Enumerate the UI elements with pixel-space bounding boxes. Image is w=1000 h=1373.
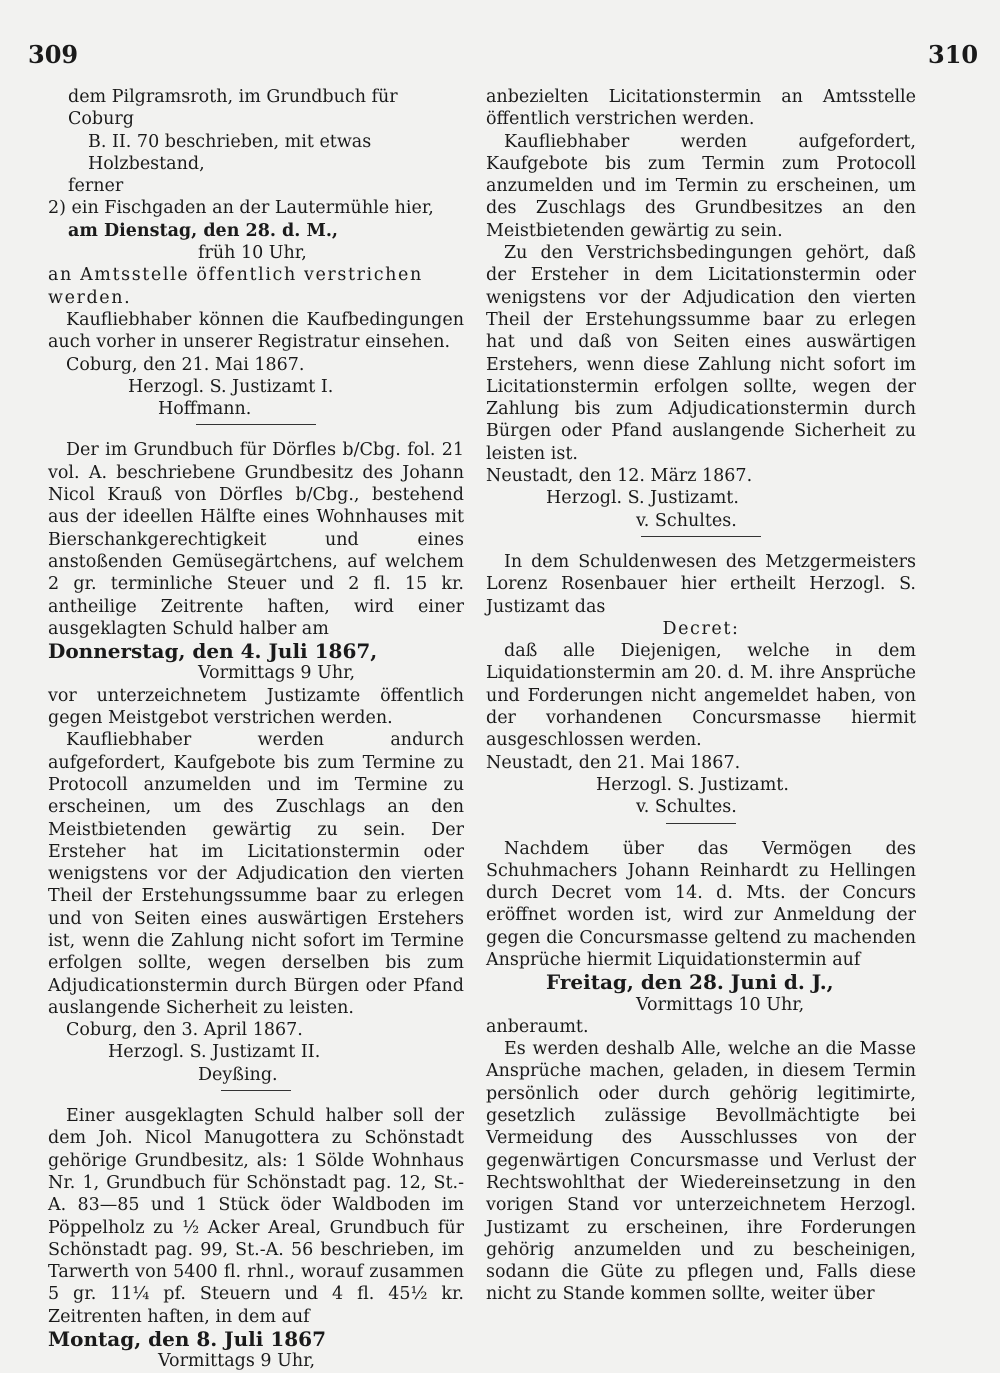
auction-date: Donnerstag, den 4. Juli 1867, (48, 639, 378, 664)
text-line: dem Pilgramsroth, im Grundbuch für Coburg (68, 87, 398, 130)
divider (666, 823, 736, 824)
paragraph: Kaufliebhaber können die Kaufbedingungen auch vorher in unserer Registratur einsehen. (48, 309, 464, 353)
text-line: B. II. 70 beschrieben, mit etwas Holzbestand, (88, 131, 372, 174)
notice-manugottera (48, 1105, 464, 1373)
page-number-right: 310 (928, 40, 979, 69)
court-office: Herzogl. S. Justizamt. (546, 488, 739, 509)
auction-date: am Dienstag, den 28. d. M., (68, 220, 339, 241)
paragraph: Zu den Verstrichsbedingungen gehört, daß der Ersteher in dem Licitationstermin oder wenigstens vor der Adjudication den vierten Theil der Erstehungssumme baar zu erlegen hat und daß von Seiten eines auswärtigen Erstehers, wenn diese Zahlung nicht sofort im Licitationstermin erfolgen sollte, wegen der Zahlung bis zum Adjudicationstermin durch Bürgen oder Pfand auslangende Sicherheit zu leisten ist. (486, 243, 916, 464)
signature: Deyßing. (198, 1064, 278, 1085)
paragraph: Einer ausgeklagten Schuld halber soll der dem Joh. Nicol Manugottera zu Schönstadt gehörige Grundbesitz, als: 1 Sölde Wohnhaus Nr. 1, Grundbuch für Schönstadt pag. 12, St.-A. 83—85 und 1 Stück öder Waldboden im Pöppelholz zu ½ Acker Areal, Grundbuch für Schönstadt pag. 99, St.-A. 56 beschrieben, im Tarwerth von 5400 fl. rhnl., worauf zusammen 5 gr. 11¼ pf. Steuern und 4 fl. 45½ kr. Zeitrenten haften, in dem auf (48, 1106, 464, 1327)
place-date: Coburg, den 21. Mai 1867. (66, 354, 305, 375)
signature: v. Schultes. (636, 797, 737, 818)
auction-time: Vormittags 10 Uhr, (636, 994, 805, 1015)
auction-time: Vormittags 9 Uhr, (158, 1351, 316, 1372)
text-line: ferner (68, 176, 124, 197)
auction-time: Vormittags 9 Uhr, (198, 663, 356, 684)
notice-fischgaden (48, 86, 464, 425)
place-date: Coburg, den 3. April 1867. (66, 1020, 303, 1041)
place-date: Neustadt, den 12. März 1867. (486, 466, 753, 487)
auction-time: früh 10 Uhr, (198, 243, 307, 264)
notice-rosenbauer (486, 551, 916, 824)
divider (221, 1090, 291, 1091)
paragraph: Kaufliebhaber werden andurch aufgefordert, Kaufgebote bis zum Termine zu Protocoll anzumelden und im Termine zu erscheinen, um des Zuschlags an den Meistbietenden gewärtig zu sein. Der Ersteher hat im Licitationstermin oder wenigstens vor der Adjudication den vierten Theil der Erstehungssumme baar zu erlegen und von Seiten eines auswärtigen Erstehers ist, wenn die Zahlung nicht sofort im Termine erfolgen sollte, wegen derselben bis zum Adjudicationstermin durch Bürgen oder Pfand auslangende Sicherheit zu leisten. (48, 730, 464, 1018)
paragraph: daß alle Diejenigen, welche in dem Liquidationstermin am 20. d. M. ihre Ansprüche und Forderungen nicht angemeldet haben, von der vorhandenen Concursmasse hiermit ausgeschlossen werden. (486, 641, 916, 751)
paragraph: Es werden deshalb Alle, welche an die Masse Ansprüche machen, geladen, in diesem Termin persönlich oder durch gehörig legitimirte, gesetzlich zulässige Bevollmächtigte bei Vermeidung des Ausschlusses von der gegenwärtigen Concursmasse und Verlust der Rechtswohlthat der Wiedereinsetzung in den vorigen Stand vor unterzeichnetem Herzogl. Justizamt zu erscheinen, ihre Forderungen gehörig anzumelden und zu bescheinigen, sodann die Güte zu pflegen und, Falls diese nicht zu Stande kommen sollte, weiter über (486, 1039, 916, 1305)
decret-heading: Decret: (662, 618, 740, 639)
text-line: an Amtsstelle öffentlich verstrichen werden. (48, 265, 423, 308)
auction-date: Montag, den 8. Juli 1867 (48, 1327, 327, 1352)
paragraph: Nachdem über das Vermögen des Schuhmachers Johann Reinhardt zu Hellingen durch Decret vom 14. d. Mts. der Concurs eröffnet worden ist, wird zur Anmeldung der gegen die Concursmasse geltend zu machenden Ansprüche hiermit Liquidationstermin auf (486, 838, 916, 970)
court-office: Herzogl. S. Justizamt. (596, 774, 789, 795)
paragraph: Kaufliebhaber werden aufgefordert, Kaufgebote bis zum Termin zum Protocoll anzumelden und im Termin zu erscheinen, um des Zuschlags des Grundbesitzes an den Meistbietenden gewärtig zu sein. (486, 131, 916, 241)
right-column (486, 86, 916, 1306)
court-office: Herzogl. S. Justizamt II. (108, 1042, 321, 1063)
left-column (48, 86, 464, 1373)
place-date: Neustadt, den 21. Mai 1867. (486, 752, 741, 773)
signature: v. Schultes. (636, 510, 737, 531)
paragraph: Der im Grundbuch für Dörfles b/Cbg. fol. 21 vol. A. beschriebene Grundbesitz des Johann Nicol Krauß von Dörfles b/Cbg., bestehend aus der ideellen Hälfte eines Wohnhauses mit Bierschankgerechtigkeit und eines anstoßenden Gemüsegärtchens, auf welchem 2 gr. terminliche Steuer und 2 fl. 15 kr. antheilige Zeitrente haften, wird einer ausgeklagten Schuld halber am (48, 440, 464, 639)
paragraph: In dem Schuldenwesen des Metzgermeisters Lorenz Rosenbauer hier ertheilt Herzogl. S. Justizamt das (486, 551, 916, 617)
auction-date: Freitag, den 28. Juni d. J., (546, 970, 834, 995)
paragraph: vor unterzeichnetem Justizamte öffentlich gegen Meistgebot verstrichen werden. (48, 685, 464, 729)
notice-krauss (48, 439, 464, 1091)
divider (641, 536, 761, 537)
page-number-left: 309 (28, 40, 79, 69)
paragraph: anberaumt. (486, 1016, 589, 1037)
paragraph: anbezielten Licitationstermin an Amtsstelle öffentlich verstrichen werden. (486, 87, 916, 130)
divider (196, 424, 316, 425)
notice-continuation (486, 86, 916, 537)
notice-reinhardt (486, 838, 916, 1306)
text-line: 2) ein Fischgaden an der Lautermühle hier, (48, 198, 434, 219)
signature: Hoffmann. (158, 399, 252, 420)
court-office: Herzogl. S. Justizamt I. (128, 376, 334, 397)
